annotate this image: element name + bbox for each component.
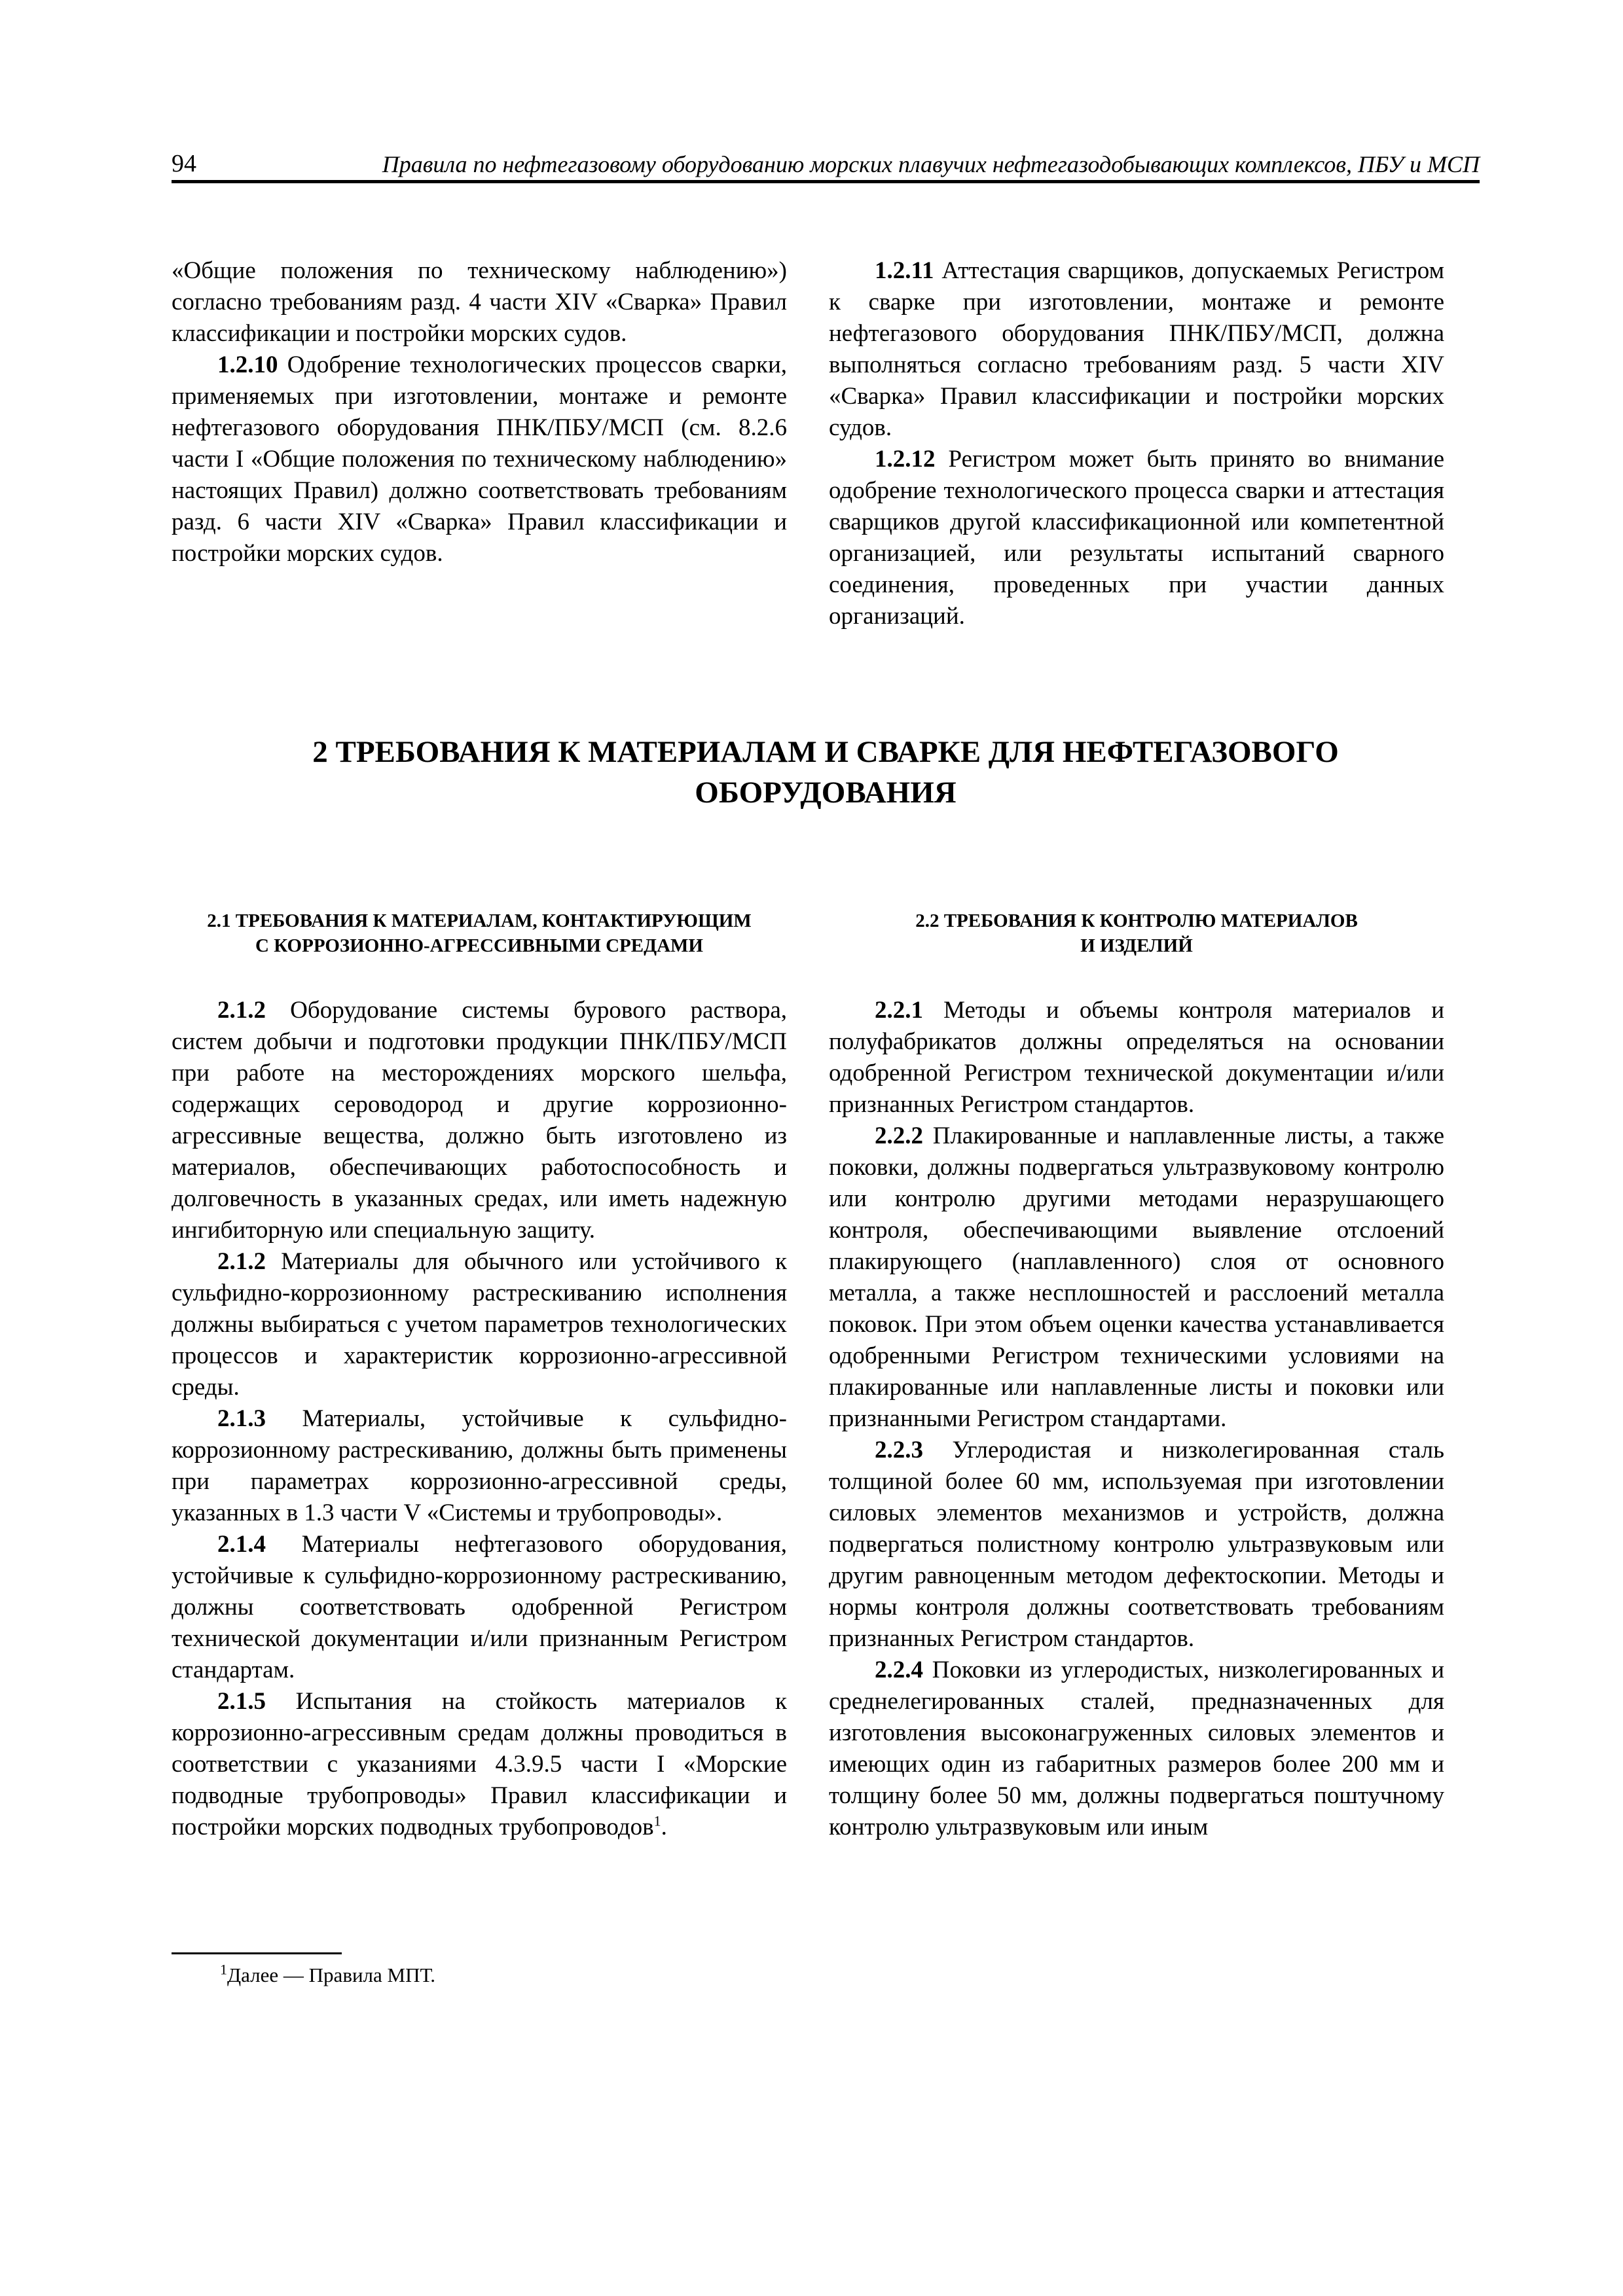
subsection-title-line: И ИЗДЕЛИЙ (1080, 935, 1193, 956)
clause-number: 2.2.3 (875, 1437, 923, 1463)
paragraph-text: Плакированные и наплавленные листы, а также поковки, должны подвергаться ультразвуковому контролю или контролю другими методами неразрушающего контроля, обеспечивающими выявление отслоений плакирующего (наплавленного) слоя от основного металла, а также несплошностей и расслоений металла поковок. При этом объем оценки качества устанавливается одобренными Регистром техническими условиями на плакированные или наплавленные листы и поковки или признанными Регистром стандартами. (829, 1122, 1444, 1432)
clause-number: 2.2.2 (875, 1122, 923, 1149)
paragraph-2-2-4 (829, 1655, 1444, 1843)
subsection-title-line: 2.2 ТРЕБОВАНИЯ К КОНТРОЛЮ МАТЕРИАЛОВ (915, 910, 1358, 931)
section-title-line: ОБОРУДОВАНИЯ (695, 776, 957, 810)
paragraph-text: Материалы, устойчивые к сульфидно-коррозионному растрескиванию, должны быть применены при параметрах коррозионно-агрессивной среды, указанных в 1.3 части V «Системы и трубопроводы». (172, 1405, 787, 1526)
subsection-title-line: С КОРРОЗИОННО-АГРЕССИВНЫМИ СРЕДАМИ (255, 935, 703, 956)
clause-number: 1.2.11 (875, 257, 934, 284)
paragraph-text: Поковки из углеродистых, низколегированных и среднелегированных сталей, предназначенных для изготовления высоконагруженных силовых элементов и имеющих один из габаритных размеров более 200 мм и толщину более 50 мм, должны подвергаться поштучному контролю ультразвуковым или иным (829, 1657, 1444, 1840)
clause-number: 2.1.2 (217, 997, 266, 1024)
paragraph-text: Оборудование системы бурового раствора, систем добычи и подготовки продукции ПНК/ПБУ/МСП при работе на месторождениях морского шельфа, содержащих сероводород и другие коррозионно-агрессивные вещества, должно быть изготовлено из материалов, обеспечивающих работоспособность и долговечность в указанных средах, или иметь надежную ингибиторную или специальную защиту. (172, 997, 787, 1244)
subsection-title-2-1 (172, 908, 787, 958)
paragraph-text: Углеродистая и низколегированная сталь толщиной более 60 мм, используемая при изготовлении силовых элементов механизмов и устройств, должна подвергаться полистному контролю ультразвуковым или другим равноценным методом дефектоскопии. Методы и нормы контроля должны соответствовать требованиям признанных Регистром стандартов. (829, 1437, 1444, 1652)
footnote-ref: 1 (653, 1812, 661, 1829)
paragraph-text: Регистром может быть принято во внимание одобрение технологического процесса сварки и аттестация сварщиков другой классификационной или компетентной организацией, или результаты испытаний сварного соединения, проведенных при участии данных организаций. (829, 446, 1444, 630)
subsection-title-2-2 (829, 908, 1444, 958)
page-number: 94 (172, 150, 196, 177)
clause-number: 1.2.10 (217, 351, 278, 378)
clause-number: 2.1.3 (217, 1405, 266, 1432)
paragraph-text: Испытания на стойкость материалов к коррозионно-агрессивным средам должны проводиться в соответствии с указаниями 4.3.9.5 части I «Морские подводные трубопроводы» Правил классификации и постройки морских подводных трубопроводов (172, 1688, 787, 1840)
bottom-right-column (829, 995, 1444, 1843)
paragraph-text: Материалы для обычного или устойчивого к сульфидно-коррозионному растрескиванию исполнения должны выбираться с учетом параметров технологических процессов и характеристик коррозионно-агрессивной среды. (172, 1248, 787, 1401)
clause-number: 2.2.4 (875, 1657, 923, 1683)
bottom-left-column (172, 995, 787, 1843)
paragraph-2-1-2 (172, 995, 787, 1246)
paragraph-text: Аттестация сварщиков, допускаемых Регистром к сварке при изготовлении, монтаже и ремонте нефтегазового оборудования ПНК/ПБУ/МСП, должна выполняться согласно требованиям разд. 5 части XIV «Сварка» Правил классификации и постройки морских судов. (829, 257, 1444, 441)
paragraph-1-2-12 (829, 444, 1444, 632)
header-rule (172, 180, 1480, 183)
paragraph-2-2-1 (829, 995, 1444, 1121)
footnote-text: Далее — Правила МПТ. (227, 1964, 436, 1986)
paragraph-text: Методы и объемы контроля материалов и полуфабрикатов должны определяться на основании одобренной Регистром технической документации и/или признанных Регистром стандартов. (829, 997, 1444, 1118)
paragraph-2-1-5 (172, 1686, 787, 1843)
clause-number: 2.1.4 (217, 1531, 266, 1558)
paragraph-2-2-3 (829, 1435, 1444, 1655)
paragraph-2-1-4 (172, 1529, 787, 1686)
top-right-column (829, 255, 1444, 632)
period: . (661, 1814, 667, 1840)
section-title (172, 732, 1480, 813)
subsection-title-line: 2.1 ТРЕБОВАНИЯ К МАТЕРИАЛАМ, КОНТАКТИРУЮЩИМ (207, 910, 752, 931)
footnote (220, 1961, 436, 1987)
top-left-column (172, 255, 787, 569)
footnote-rule (172, 1952, 342, 1954)
paragraph-text: Одобрение технологических процессов сварки, применяемых при изготовлении, монтаже и ремонте нефтегазового оборудования ПНК/ПБУ/МСП (см. 8.2.6 части I «Общие положения по техническому наблюдению» настоящих Правил) должно соответствовать требованиям разд. 6 части XIV «Сварка» Правил классификации и постройки морских судов. (172, 351, 787, 567)
clause-number: 2.2.1 (875, 997, 923, 1024)
paragraph-1-2-10 (172, 350, 787, 569)
clause-number: 1.2.12 (875, 446, 936, 473)
paragraph-text: Материалы нефтегазового оборудования, устойчивые к сульфидно-коррозионному растрескиванию, должны соответствовать одобренной Регистром технической документации и/или признанным Регистром стандартам. (172, 1531, 787, 1683)
paragraph-2-1-3 (172, 1403, 787, 1529)
clause-number: 2.1.5 (217, 1688, 266, 1715)
paragraph: «Общие положения по техническому наблюдению») согласно требованиям разд. 4 части XIV «Сварка» Правил классификации и постройки морских судов. (172, 257, 787, 347)
running-header (172, 143, 1480, 183)
paragraph-2-1-2b (172, 1246, 787, 1403)
clause-number: 2.1.2 (217, 1248, 266, 1275)
paragraph-1-2-11 (829, 255, 1444, 444)
running-title: Правила по нефтегазовому оборудованию морских плавучих нефтегазодобывающих комплексов, ПБУ и МСП (382, 151, 1480, 177)
paragraph-2-2-2 (829, 1121, 1444, 1435)
section-title-line: 2 ТРЕБОВАНИЯ К МАТЕРИАЛАМ И СВАРКЕ ДЛЯ НЕФТЕГАЗОВОГО (312, 735, 1339, 769)
footnote-mark: 1 (220, 1961, 227, 1978)
